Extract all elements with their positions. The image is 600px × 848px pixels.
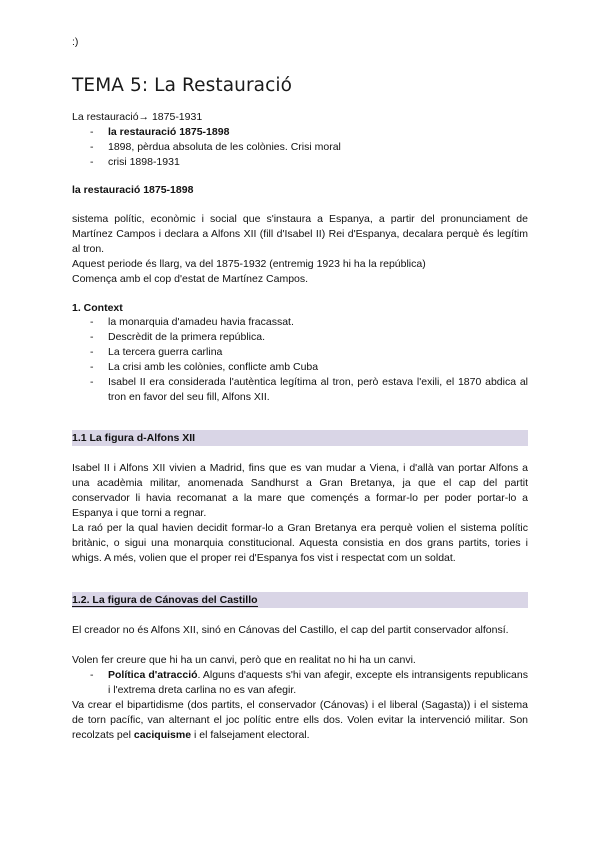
alfons-paragraph-2: La raó per la qual havien decidit formar-lo a Gran Bretanya era perquè volien el sistema polític britànic, o sigui una monarquia constitucional. Aquesta consistia en dos grans partits, tories i whigs. A més, volien que el proper rei d'Espanya fos vist i respectat com un soldat. bbox=[72, 522, 528, 564]
list-item: - La tercera guerra carlina bbox=[90, 346, 223, 358]
list-item: - Política d'atracció. Alguns d'aquests s'hi van afegir, excepte els intransigents republicans i l'extrema dreta carlina no es van afegir. bbox=[90, 669, 528, 696]
canovas-heading: 1.2. La figura de Cánovas del Castillo bbox=[72, 592, 528, 608]
list-item: - Descrèdit de la primera república. bbox=[90, 331, 265, 343]
intro-list bbox=[72, 125, 528, 170]
intro-line: La restauració→ 1875-1931 bbox=[72, 111, 203, 123]
list-item: - 1898, pèrdua absoluta de les colònies. Crisi moral bbox=[90, 141, 341, 153]
list-item: - Isabel II era considerada l'autèntica legítima al tron, però estava l'exili, el 1870 abdica al tron en favor del seu fill, Alfons XII. bbox=[90, 376, 528, 403]
list-item: - La crisi amb les colònies, conflicte amb Cuba bbox=[90, 361, 319, 373]
list-item: - la monarquia d'amadeu havia fracassat. bbox=[90, 316, 294, 328]
canovas-list bbox=[72, 668, 528, 698]
section-heading: la restauració 1875-1898 bbox=[72, 184, 194, 196]
section-paragraph-2: Aquest periode és llarg, va del 1875-1932 (entremig 1923 hi ha la república) bbox=[72, 258, 426, 270]
list-item: - crisi 1898-1931 bbox=[90, 156, 180, 168]
canovas-paragraph-3: Va crear el bipartidisme (dos partits, el conservador (Cánovas) i el liberal (Sagasta)) i el sistema de torn pacífic, van alternant el joc polític entre ells dos. Volen evitar la intervenció militar. Son recolzats pel caciquisme i el falsejament electoral. bbox=[72, 699, 528, 741]
context-list bbox=[72, 315, 528, 405]
canovas-paragraph-2: Volen fer creure que hi ha un canvi, però que en realitat no hi ha un canvi. bbox=[72, 654, 416, 666]
page-title: TEMA 5: La Restauració bbox=[72, 75, 293, 96]
alfons-paragraph-1: Isabel II i Alfons XII vivien a Madrid, fins que es van mudar a Viena, i d'allà van portar Alfons a una acadèmia militar, anomenada Sandhurst a Gran Bretanya, ja que el cap del partit conservador li havia recomanat a la mare que començés a formar-lo per poder portar-lo a Espanya i que torni a regnar. bbox=[72, 462, 528, 519]
section-paragraph-1: sistema polític, econòmic i social que s'instaura a Espanya, a partir del pronunciament de Martínez Campos i declara a Alfons XII (fill d'Isabel II) Rei d'Espanya, decalara perquè és legítim al tron. bbox=[72, 213, 528, 255]
smiley-note: :) bbox=[72, 36, 79, 48]
list-item: - la restauració 1875-1898 bbox=[90, 126, 230, 138]
section-paragraph-3: Comença amb el cop d'estat de Martínez Campos. bbox=[72, 273, 309, 285]
context-heading: 1. Context bbox=[72, 302, 123, 314]
alfons-heading: 1.1 La figura d-Alfons XII bbox=[72, 430, 528, 446]
canovas-paragraph-1: El creador no és Alfons XII, sinó en Cánovas del Castillo, el cap del partit conservador alfonsí. bbox=[72, 624, 509, 636]
